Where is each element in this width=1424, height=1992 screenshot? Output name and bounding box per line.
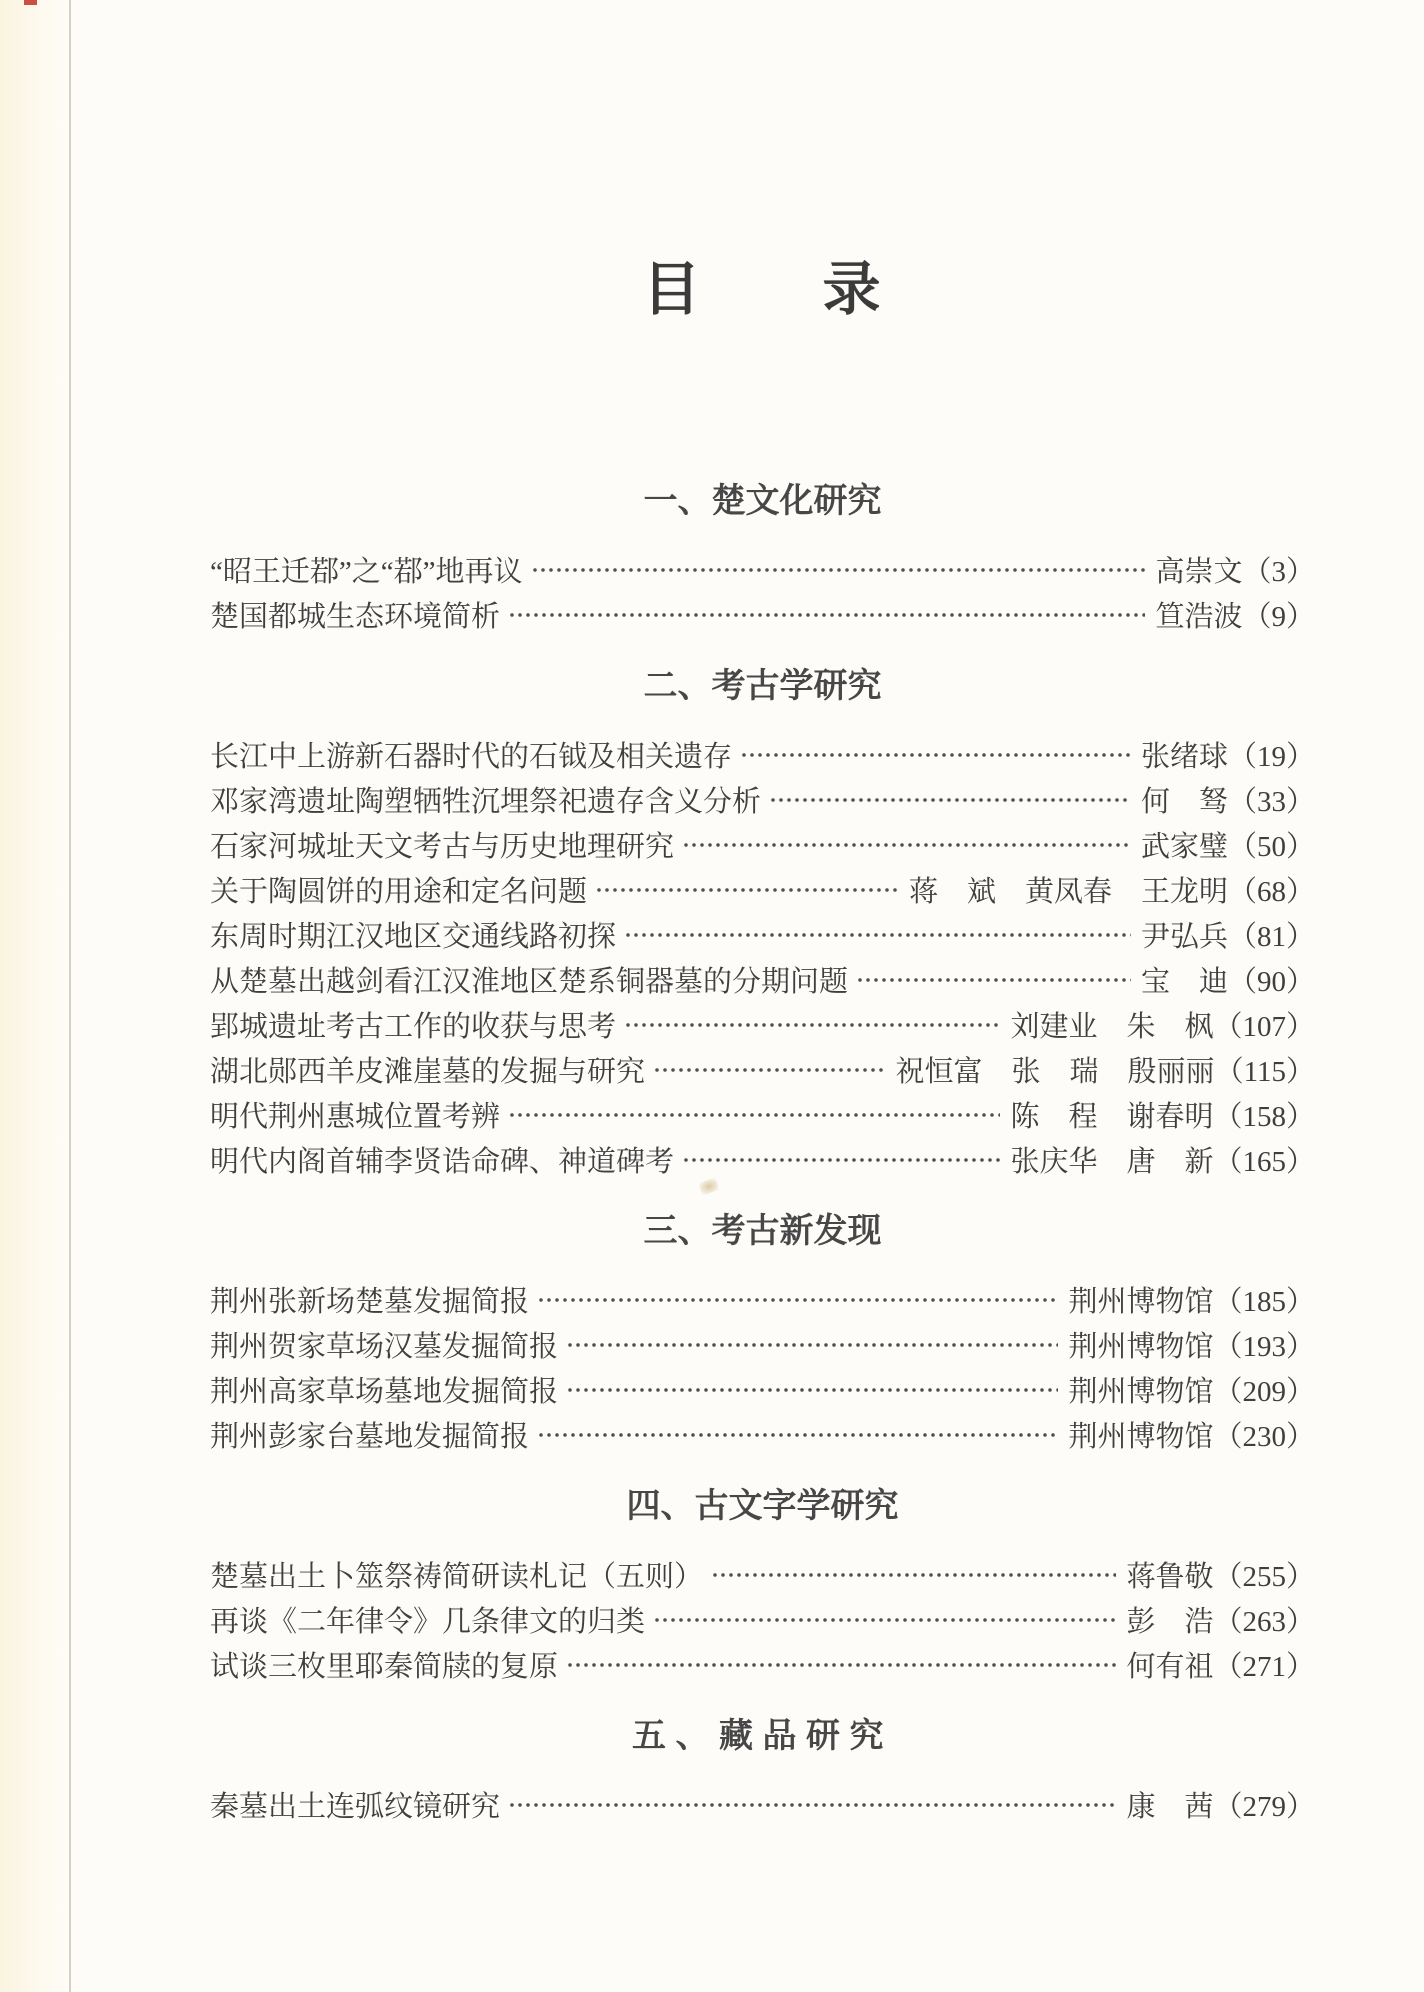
toc-entry	[210, 1322, 1315, 1367]
dot-leader	[506, 1782, 1116, 1827]
section-heading: 四、古文字学研究	[626, 1487, 899, 1525]
toc-entry	[210, 1092, 1315, 1137]
entry-title: 关于陶圆饼的用途和定名问题	[210, 876, 588, 908]
toc-entry	[210, 547, 1315, 592]
entry-page: （165）	[1213, 1146, 1315, 1178]
toc-content	[210, 0, 1315, 1827]
entry-authors: 荆州博物馆	[1068, 1286, 1214, 1318]
dot-leader	[564, 1367, 1058, 1412]
toc-entry	[210, 1782, 1315, 1827]
toc-entry	[210, 1277, 1315, 1322]
entry-page: （158）	[1213, 1101, 1315, 1133]
entry-page: （90）	[1227, 966, 1315, 998]
dot-leader	[506, 592, 1145, 637]
entry-title: 楚国都城生态环境简析	[210, 601, 501, 633]
dot-leader	[738, 732, 1131, 777]
toc-entry	[210, 1367, 1315, 1412]
entry-authors: 荆州博物馆	[1068, 1331, 1214, 1363]
section	[210, 1482, 1315, 1687]
page-edge-line	[69, 0, 71, 1992]
red-edge-mark	[24, 0, 37, 5]
section	[210, 477, 1315, 637]
section-heading: 三、考古新发现	[643, 1212, 882, 1250]
entry-authors: 蒋 斌 黄凤春 王龙明	[908, 876, 1228, 908]
entry-title: 邓家湾遗址陶塑牺牲沉埋祭祀遗存含义分析	[210, 786, 762, 818]
entry-title: 郢城遗址考古工作的收获与思考	[210, 1011, 617, 1043]
entry-page: （81）	[1227, 921, 1315, 953]
entry-page: （33）	[1227, 786, 1315, 818]
dot-leader	[854, 957, 1131, 1002]
toc-entry	[210, 1047, 1315, 1092]
toc-entry	[210, 1597, 1315, 1642]
dot-leader	[709, 1552, 1116, 1597]
entry-page: （271）	[1213, 1651, 1315, 1683]
page-edge-strip	[0, 0, 70, 1992]
entry-authors: 祝恒富 张 瑞 殷丽丽	[895, 1056, 1215, 1088]
entry-page: （193）	[1213, 1331, 1315, 1363]
section-entries	[210, 1782, 1315, 1827]
entry-page: （263）	[1213, 1606, 1315, 1638]
toc-entry	[210, 822, 1315, 867]
section	[210, 662, 1315, 1182]
entry-title: 荆州张新场楚墓发掘简报	[210, 1286, 530, 1318]
section-entries	[210, 1277, 1315, 1457]
dot-leader	[564, 1642, 1116, 1687]
dot-leader	[680, 1137, 1000, 1182]
entry-title: “昭王迁鄀”之“鄀”地再议	[210, 556, 523, 588]
section-entries	[210, 732, 1315, 1182]
entry-title: 楚墓出土卜筮祭祷简研读札记（五则）	[210, 1561, 704, 1593]
entry-title: 长江中上游新石器时代的石钺及相关遗存	[210, 741, 733, 773]
entry-authors: 张绪球	[1140, 741, 1228, 773]
toc-entry	[210, 1552, 1315, 1597]
entry-title: 秦墓出土连弧纹镜研究	[210, 1791, 501, 1823]
entry-title: 从楚墓出越剑看江汉淮地区楚系铜器墓的分期问题	[210, 966, 849, 998]
entry-page: （209）	[1213, 1376, 1315, 1408]
toc-entry	[210, 1642, 1315, 1687]
entry-authors: 张庆华 唐 新	[1010, 1146, 1214, 1178]
entry-page: （115）	[1214, 1056, 1315, 1088]
entry-title: 荆州高家草场墓地发掘简报	[210, 1376, 559, 1408]
entry-page: （68）	[1227, 876, 1315, 908]
entry-authors: 武家璧	[1140, 831, 1228, 863]
entry-page: （230）	[1213, 1421, 1315, 1453]
entry-title: 东周时期江汉地区交通线路初探	[210, 921, 617, 953]
dot-leader	[622, 912, 1131, 957]
entry-title: 明代内阁首辅李贤诰命碑、神道碑考	[210, 1146, 675, 1178]
entry-authors: 彭 浩	[1126, 1606, 1214, 1638]
section-heading: 五、藏品研究	[631, 1717, 894, 1755]
entry-title: 试谈三枚里耶秦简牍的复原	[210, 1651, 559, 1683]
entry-page: （185）	[1213, 1286, 1315, 1318]
toc-entry	[210, 732, 1315, 777]
dot-leader	[767, 777, 1131, 822]
toc-entry	[210, 777, 1315, 822]
entry-page: （19）	[1227, 741, 1315, 773]
dot-leader	[535, 1412, 1058, 1457]
dot-leader	[651, 1047, 886, 1092]
entry-authors: 何有祖	[1126, 1651, 1214, 1683]
toc-entry	[210, 1137, 1315, 1182]
entry-page: （3）	[1242, 556, 1315, 588]
toc-entry	[210, 912, 1315, 957]
entry-authors: 刘建业 朱 枫	[1010, 1011, 1214, 1043]
dot-leader	[593, 867, 899, 912]
entry-authors: 笪浩波	[1155, 601, 1243, 633]
entry-authors: 荆州博物馆	[1068, 1421, 1214, 1453]
entry-title: 湖北郧西羊皮滩崖墓的发掘与研究	[210, 1056, 646, 1088]
entry-title: 明代荆州惠城位置考辨	[210, 1101, 501, 1133]
dot-leader	[529, 547, 1146, 592]
dot-leader	[651, 1597, 1116, 1642]
dot-leader	[564, 1322, 1058, 1367]
page-title: 目 录	[642, 257, 883, 322]
entry-page: （107）	[1213, 1011, 1315, 1043]
entry-authors: 蒋鲁敬	[1126, 1561, 1214, 1593]
toc-entry	[210, 957, 1315, 1002]
dot-leader	[506, 1092, 1000, 1137]
toc-entry	[210, 1412, 1315, 1457]
entry-page: （9）	[1242, 601, 1315, 633]
entry-authors: 高崇文	[1155, 556, 1243, 588]
toc-entry	[210, 592, 1315, 637]
dot-leader	[535, 1277, 1058, 1322]
entry-authors: 尹弘兵	[1140, 921, 1228, 953]
toc-entry	[210, 867, 1315, 912]
entry-title: 荆州贺家草场汉墓发掘简报	[210, 1331, 559, 1363]
entry-title: 再谈《二年律令》几条律文的归类	[210, 1606, 646, 1638]
entry-authors: 陈 程 谢春明	[1010, 1101, 1214, 1133]
section-heading: 二、考古学研究	[643, 667, 882, 705]
entry-page: （279）	[1213, 1791, 1315, 1823]
section-entries	[210, 1552, 1315, 1687]
toc-entry	[210, 1002, 1315, 1047]
entry-authors: 何 驽	[1140, 786, 1228, 818]
section	[210, 1207, 1315, 1457]
dot-leader	[680, 822, 1131, 867]
entry-authors: 荆州博物馆	[1068, 1376, 1214, 1408]
entry-title: 荆州彭家台墓地发掘简报	[210, 1421, 530, 1453]
entry-authors: 康 茜	[1126, 1791, 1214, 1823]
entry-page: （50）	[1227, 831, 1315, 863]
dot-leader	[622, 1002, 1000, 1047]
section	[210, 1712, 1315, 1827]
section-heading: 一、楚文化研究	[643, 482, 882, 520]
entry-title: 石家河城址天文考古与历史地理研究	[210, 831, 675, 863]
section-entries	[210, 547, 1315, 637]
entry-page: （255）	[1213, 1561, 1315, 1593]
entry-authors: 宝 迪	[1140, 966, 1228, 998]
